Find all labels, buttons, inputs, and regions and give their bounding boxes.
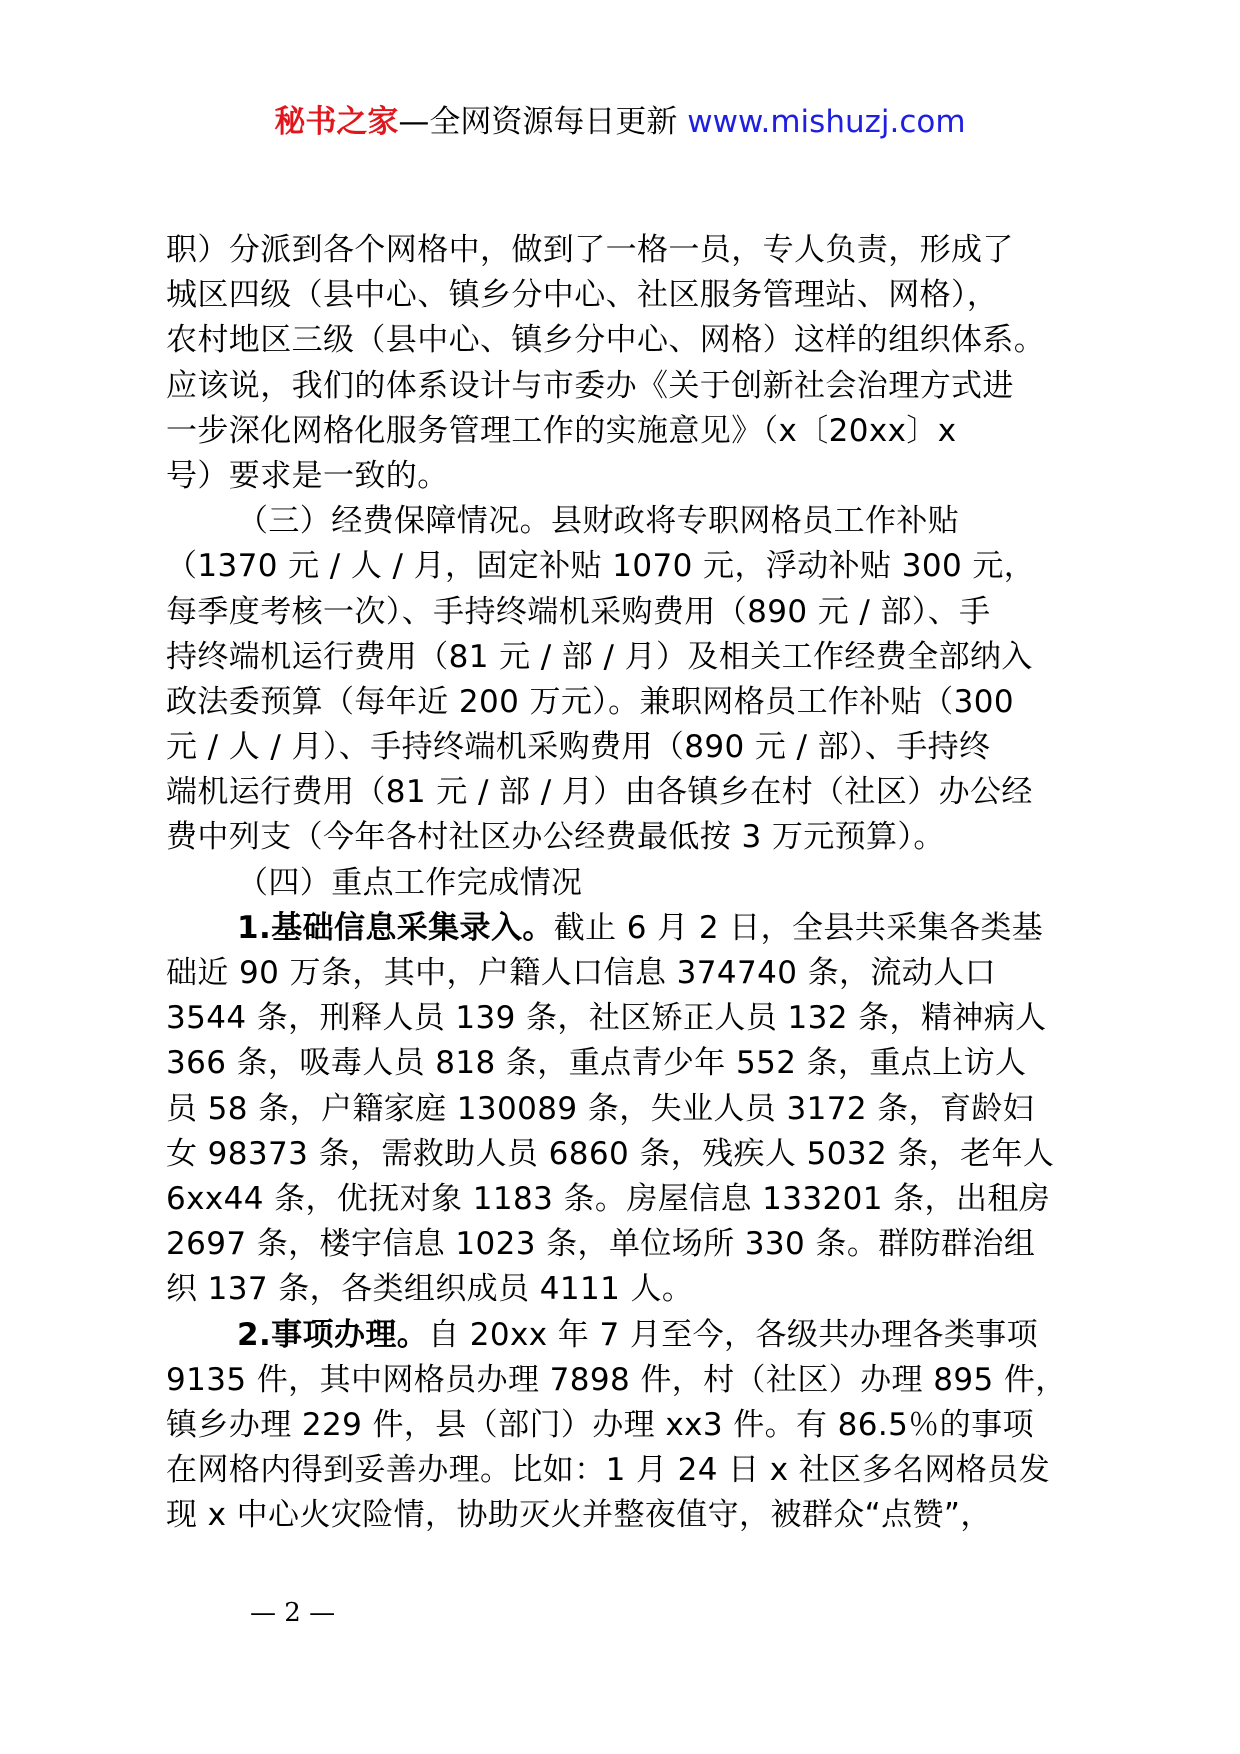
- paragraph-text: 自 20xx 年 7 月至今，各级共办理各类事项: [428, 1316, 1039, 1353]
- paragraph-line: 一步深化网格化服务管理工作的实施意见》（x〔20xx〕x: [166, 412, 957, 449]
- paragraph-line: 织 137 条，各类组织成员 4111 人。: [166, 1271, 694, 1308]
- paragraph-line: 6xx44 条，优抚对象 1183 条。房屋信息 133201 条，出租房: [166, 1180, 1051, 1217]
- paragraph-line: 镇乡办理 229 件，县（部门）办理 xx3 件。有 86.5％的事项: [166, 1406, 1034, 1443]
- paragraph-line: （1370 元 / 人 / 月，固定补贴 1070 元，浮动补贴 300 元，: [166, 548, 1036, 585]
- page-number: — 2 —: [250, 1598, 336, 1628]
- paragraph-line: [166, 1313, 1096, 1358]
- paragraph-line: 现 x 中心火灾险情，协助灭火并整夜值守，被群众“点赞”，: [166, 1497, 992, 1534]
- paragraph-line: 应该说，我们的体系设计与市委办《关于创新社会治理方式进: [166, 367, 1014, 404]
- item-heading: 2.事项办理。: [237, 1316, 429, 1353]
- paragraph-text: 截止 6 月 2 日，全县共采集各类基: [553, 909, 1044, 946]
- paragraph-line: 2697 条，楼宇信息 1023 条，单位场所 330 条。群防群治组: [166, 1226, 1036, 1263]
- paragraph-line: （三）经费保障情况。县财政将专职网格员工作补贴: [237, 503, 960, 540]
- brand-name: 秘书之家: [274, 104, 399, 140]
- paragraph-line: 持终端机运行费用（81 元 / 部 / 月）及相关工作经费全部纳入: [166, 638, 1033, 675]
- paragraph-line: 366 条，吸毒人员 818 条，重点青少年 552 条，重点上访人: [166, 1045, 1027, 1082]
- item-heading: 1.基础信息采集录入。: [237, 909, 554, 946]
- paragraph-line: 号）要求是一致的。: [166, 457, 449, 494]
- paragraph-line: 在网格内得到妥善办理。比如：1 月 24 日 x 社区多名网格员发: [166, 1452, 1050, 1489]
- paragraph-line: 3544 条，刑释人员 139 条，社区矫正人员 132 条，精神病人: [166, 1000, 1047, 1037]
- paragraph-line: 城区四级（县中心、镇乡分中心、社区服务管理站、网格），: [166, 277, 999, 314]
- site-url[interactable]: www.mishuzj.com: [687, 104, 966, 140]
- paragraph-line: 职）分派到各个网格中，做到了一格一员，专人负责，形成了: [166, 232, 1014, 268]
- paragraph-line: 元 / 人 / 月）、手持终端机采购费用（890 元 / 部）、手持终: [166, 729, 991, 766]
- paragraph-line: 女 98373 条，需救助人员 6860 条，残疾人 5032 条，老年人: [166, 1135, 1055, 1172]
- paragraph-line: 每季度考核一次）、手持终端机采购费用（890 元 / 部）、手: [166, 593, 991, 630]
- paragraph-line: 员 58 条，户籍家庭 130089 条，失业人员 3172 条，育龄妇: [166, 1090, 1035, 1127]
- paragraph-line: 费中列支（今年各村社区办公经费最低按 3 万元预算）。: [166, 819, 945, 856]
- paragraph-line: 础近 90 万条，其中，户籍人口信息 374740 条，流动人口: [166, 955, 996, 991]
- header-slogan: —全网资源每日更新: [398, 104, 678, 140]
- paragraph-line: 端机运行费用（81 元 / 部 / 月）由各镇乡在村（社区）办公经: [166, 774, 1033, 811]
- section-heading: （四）重点工作完成情况: [237, 864, 583, 901]
- paragraph-line: 9135 件，其中网格员办理 7898 件，村（社区）办理 895 件，: [166, 1361, 1067, 1398]
- paragraph-line: [166, 906, 1096, 951]
- paragraph-line: 农村地区三级（县中心、镇乡分中心、网格）这样的组织体系。: [166, 322, 1046, 359]
- site-header: [0, 98, 1240, 146]
- document-body: [166, 228, 1096, 1538]
- paragraph-line: 政法委预算（每年近 200 万元）。兼职网格员工作补贴（300: [166, 683, 1014, 720]
